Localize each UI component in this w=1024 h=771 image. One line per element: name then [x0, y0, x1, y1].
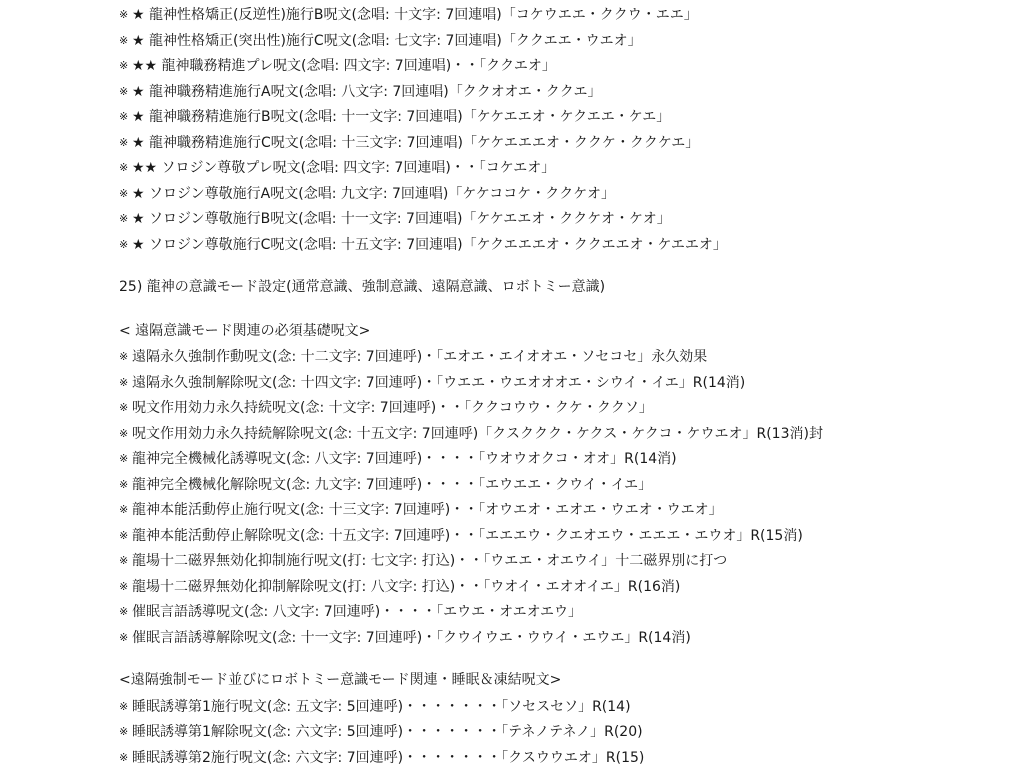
- note-mark: ※: [119, 699, 129, 713]
- section-a-list: [119, 2, 999, 257]
- list-item: [119, 574, 999, 600]
- list-item: [119, 181, 999, 207]
- list-item: [119, 2, 999, 28]
- list-item: [119, 719, 999, 745]
- list-item-text: 龍神完全機械化誘導呪文(念: 八文字: 7回連呼)・・・・「ウオウオクコ・オオ」R(14消): [132, 450, 677, 467]
- note-mark: ※: [119, 426, 129, 440]
- list-item-text: ★ 龍神職務精進施行C呪文(念唱: 十三文字: 7回連唱)「ケケエエエオ・ククケ・ククケエ」: [132, 134, 700, 151]
- list-item-text: ★ 龍神性格矯正(突出性)施行C呪文(念唱: 七文字: 7回連唱)「ククエエ・ウエオ」: [132, 32, 642, 49]
- note-mark: ※: [119, 630, 129, 644]
- list-item-text: 龍神本能活動停止施行呪文(念: 十三文字: 7回連呼)・・「オウエオ・エオエ・ウエオ・ウエオ」: [132, 501, 723, 518]
- note-mark: ※: [119, 477, 129, 491]
- list-item: [119, 694, 999, 720]
- note-mark: ※: [119, 237, 129, 251]
- note-mark: ※: [119, 375, 129, 389]
- list-item-text: 呪文作用効力永久持続呪文(念: 十文字: 7回連呼)・・「ククコウウ・クケ・ククソ」: [132, 399, 653, 416]
- list-item-text: ★ 龍神職務精進施行B呪文(念唱: 十一文字: 7回連唱)「ケケエエオ・ケクエエ・ケエ」: [132, 108, 671, 125]
- list-item-text: 睡眠誘導第1解除呪文(念: 六文字: 5回連呼)・・・・・・・「テネノテネノ」R(20): [132, 723, 643, 740]
- list-item: [119, 28, 999, 54]
- list-item-text: ★ ソロジン尊敬施行C呪文(念唱: 十五文字: 7回連唱)「ケクエエエオ・ククエエオ・ケエエオ」: [132, 236, 727, 253]
- list-item: [119, 599, 999, 625]
- list-item: [119, 344, 999, 370]
- note-mark: ※: [119, 401, 129, 414]
- list-item: [119, 625, 999, 651]
- list-item: [119, 53, 999, 79]
- list-item-text: ★ ソロジン尊敬施行A呪文(念唱: 九文字: 7回連唱)「ケケココケ・ククケオ」: [132, 185, 615, 202]
- list-item: [119, 104, 999, 130]
- list-item-text: 呪文作用効力永久持続解除呪文(念: 十五文字: 7回連呼)「クスククク・ケクス・ケクコ・ケウエオ」R(13消)封: [132, 425, 823, 442]
- list-item: [119, 421, 999, 447]
- list-item-text: 龍神完全機械化解除呪文(念: 九文字: 7回連呼)・・・・「エウエエ・クウイ・イエ」: [132, 476, 653, 493]
- list-item-text: 睡眠誘導第1施行呪文(念: 五文字: 5回連呼)・・・・・・・「ソセスセソ」R(14): [132, 698, 631, 715]
- note-mark: ※: [119, 135, 129, 149]
- note-mark: ※: [119, 212, 129, 225]
- list-item: [119, 472, 999, 498]
- note-mark: ※: [119, 59, 129, 72]
- spacer: [119, 650, 999, 668]
- list-item: [119, 155, 999, 181]
- document-body: [119, 2, 999, 770]
- list-item: [119, 370, 999, 396]
- note-mark: ※: [119, 725, 129, 738]
- section-c-list: [119, 694, 999, 771]
- note-mark: ※: [119, 84, 129, 98]
- list-item-text: 龍神本能活動停止解除呪文(念: 十五文字: 7回連呼)・・「エエエウ・クエオエウ・エエエ・エウオ」R(15消): [132, 527, 803, 544]
- note-mark: ※: [119, 8, 129, 21]
- list-item-text: 催眠言語誘導呪文(念: 八文字: 7回連呼)・・・・「エウエ・オエオエウ」: [132, 603, 583, 620]
- list-item-text: ★★ ソロジン尊敬プレ呪文(念唱: 四文字: 7回連唱)・・「コケエオ」: [132, 159, 556, 176]
- note-mark: ※: [119, 503, 129, 516]
- list-item: [119, 548, 999, 574]
- subsection-heading-remote: < 遠隔意識モード関連の必須基礎呪文>: [119, 322, 371, 339]
- list-item-text: ★ 龍神性格矯正(反逆性)施行B呪文(念唱: 十文字: 7回連唱)「コケウエエ・ククウ・エエ」: [132, 6, 698, 23]
- list-item-text: 遠隔永久強制作動呪文(念: 十二文字: 7回連呼)・「エオエ・エイオオエ・ソセコセ」永久効果: [132, 348, 708, 365]
- note-mark: ※: [119, 750, 129, 764]
- note-mark: ※: [119, 605, 129, 618]
- list-item: [119, 523, 999, 549]
- section-heading-25: 25) 龍神の意識モード設定(通常意識、強制意識、遠隔意識、ロボトミー意識): [119, 279, 606, 295]
- list-item-text: ★ ソロジン尊敬施行B呪文(念唱: 十一文字: 7回連唱)「ケケエエオ・ククケオ・ケオ」: [132, 210, 671, 227]
- list-item-text: 龍場十二磁界無効化抑制施行呪文(打: 七文字: 打込)・・「ウエエ・オエウイ」十二磁界別に打つ: [132, 552, 728, 569]
- list-item: [119, 130, 999, 156]
- list-item: [119, 206, 999, 232]
- spacer: [119, 301, 999, 319]
- list-item: [119, 745, 999, 771]
- note-mark: ※: [119, 528, 129, 542]
- note-mark: ※: [119, 554, 129, 567]
- note-mark: ※: [119, 33, 129, 47]
- list-item: [119, 232, 999, 258]
- list-item-text: 睡眠誘導第2施行呪文(念: 六文字: 7回連呼)・・・・・・・「クスウウエオ」R(15): [132, 749, 645, 766]
- note-mark: ※: [119, 452, 129, 465]
- spacer: [119, 257, 999, 275]
- list-item-text: 遠隔永久強制解除呪文(念: 十四文字: 7回連呼)・「ウエエ・ウエオオオエ・シウイ・イエ」R(14消): [132, 374, 746, 391]
- note-mark: ※: [119, 161, 129, 174]
- list-item: [119, 79, 999, 105]
- note-mark: ※: [119, 186, 129, 200]
- list-item-text: 催眠言語誘導解除呪文(念: 十一文字: 7回連呼)・「クウイウエ・ウウイ・エウエ」R(14消): [132, 629, 691, 646]
- list-item: [119, 497, 999, 523]
- section-b-list: [119, 344, 999, 650]
- list-item-text: ★ 龍神職務精進施行A呪文(念唱: 八文字: 7回連唱)「ククオオエ・ククエ」: [132, 83, 602, 100]
- note-mark: ※: [119, 350, 129, 363]
- note-mark: ※: [119, 579, 129, 593]
- list-item-text: 龍場十二磁界無効化抑制解除呪文(打: 八文字: 打込)・・「ウオイ・エオオイエ」R(16消): [132, 578, 681, 595]
- subsection-heading-sleep: <遠隔強制モード並びにロボトミー意識モード関連・睡眠＆凍結呪文>: [119, 672, 562, 688]
- list-item: [119, 446, 999, 472]
- list-item-text: ★★ 龍神職務精進プレ呪文(念唱: 四文字: 7回連唱)・・「ククエオ」: [132, 57, 556, 74]
- note-mark: ※: [119, 110, 129, 123]
- list-item: [119, 395, 999, 421]
